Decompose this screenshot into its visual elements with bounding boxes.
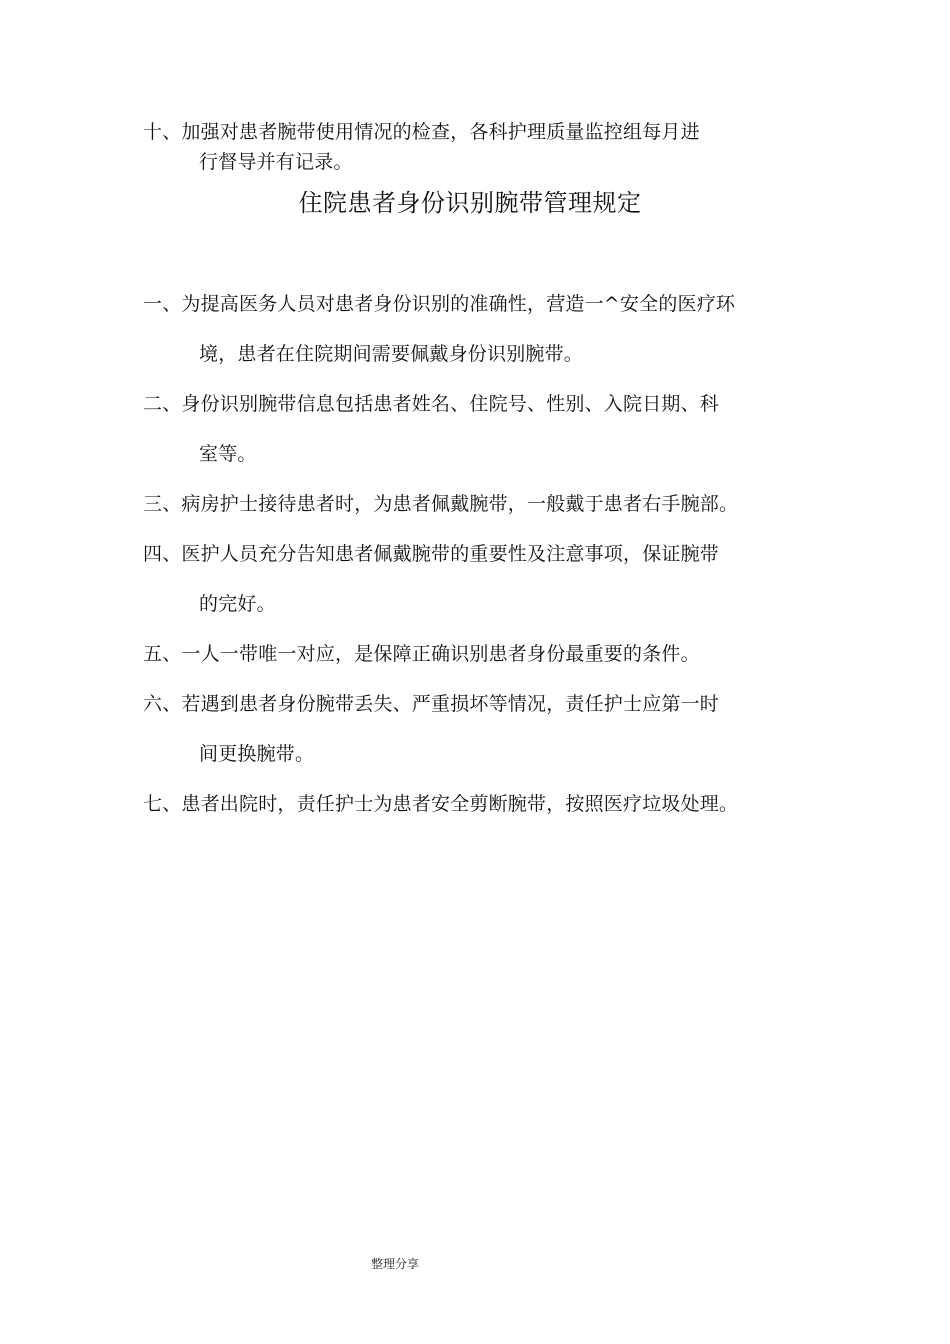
footer-note: 整理分享 (371, 1257, 420, 1271)
list-item-4-line2: 的完好。 (199, 593, 276, 615)
list-item-5-line1: 五、一人一带唯一对应，是保障正确识别患者身份最重要的条件。 (143, 643, 700, 665)
list-item-6-line2: 间更换腕带。 (199, 743, 315, 765)
list-item-6-line1: 六、若遇到患者身份腕带丢失、严重损坏等情况，责任护士应第一时 (143, 693, 720, 715)
item-ten-line1: 十、加强对患者腕带使用情况的检查，各科护理质量监控组每月进 (143, 121, 700, 143)
list-item-7-line1: 七、患者出院时，责任护士为患者安全剪断腕带，按照医疗垃圾处理。 (143, 793, 739, 815)
list-item-1-line1: 一、为提高医务人员对患者身份识别的准确性，营造一^安全的医疗环 (143, 293, 736, 315)
item-ten-line2: 行督导并有记录。 (199, 151, 353, 173)
document-title: 住院患者身份识别腕带管理规定 (298, 189, 642, 217)
list-item-2-line2: 室等。 (199, 443, 257, 465)
list-item-4-line1: 四、医护人员充分告知患者佩戴腕带的重要性及注意事项，保证腕带 (143, 543, 720, 565)
list-item-1-line2: 境，患者在住院期间需要佩戴身份识别腕带。 (199, 343, 584, 365)
list-item-2-line1: 二、身份识别腕带信息包括患者姓名、住院号、性别、入院日期、科 (143, 393, 720, 415)
list-item-3-line1: 三、病房护士接待患者时，为患者佩戴腕带，一般戴于患者右手腕部。 (143, 493, 739, 515)
